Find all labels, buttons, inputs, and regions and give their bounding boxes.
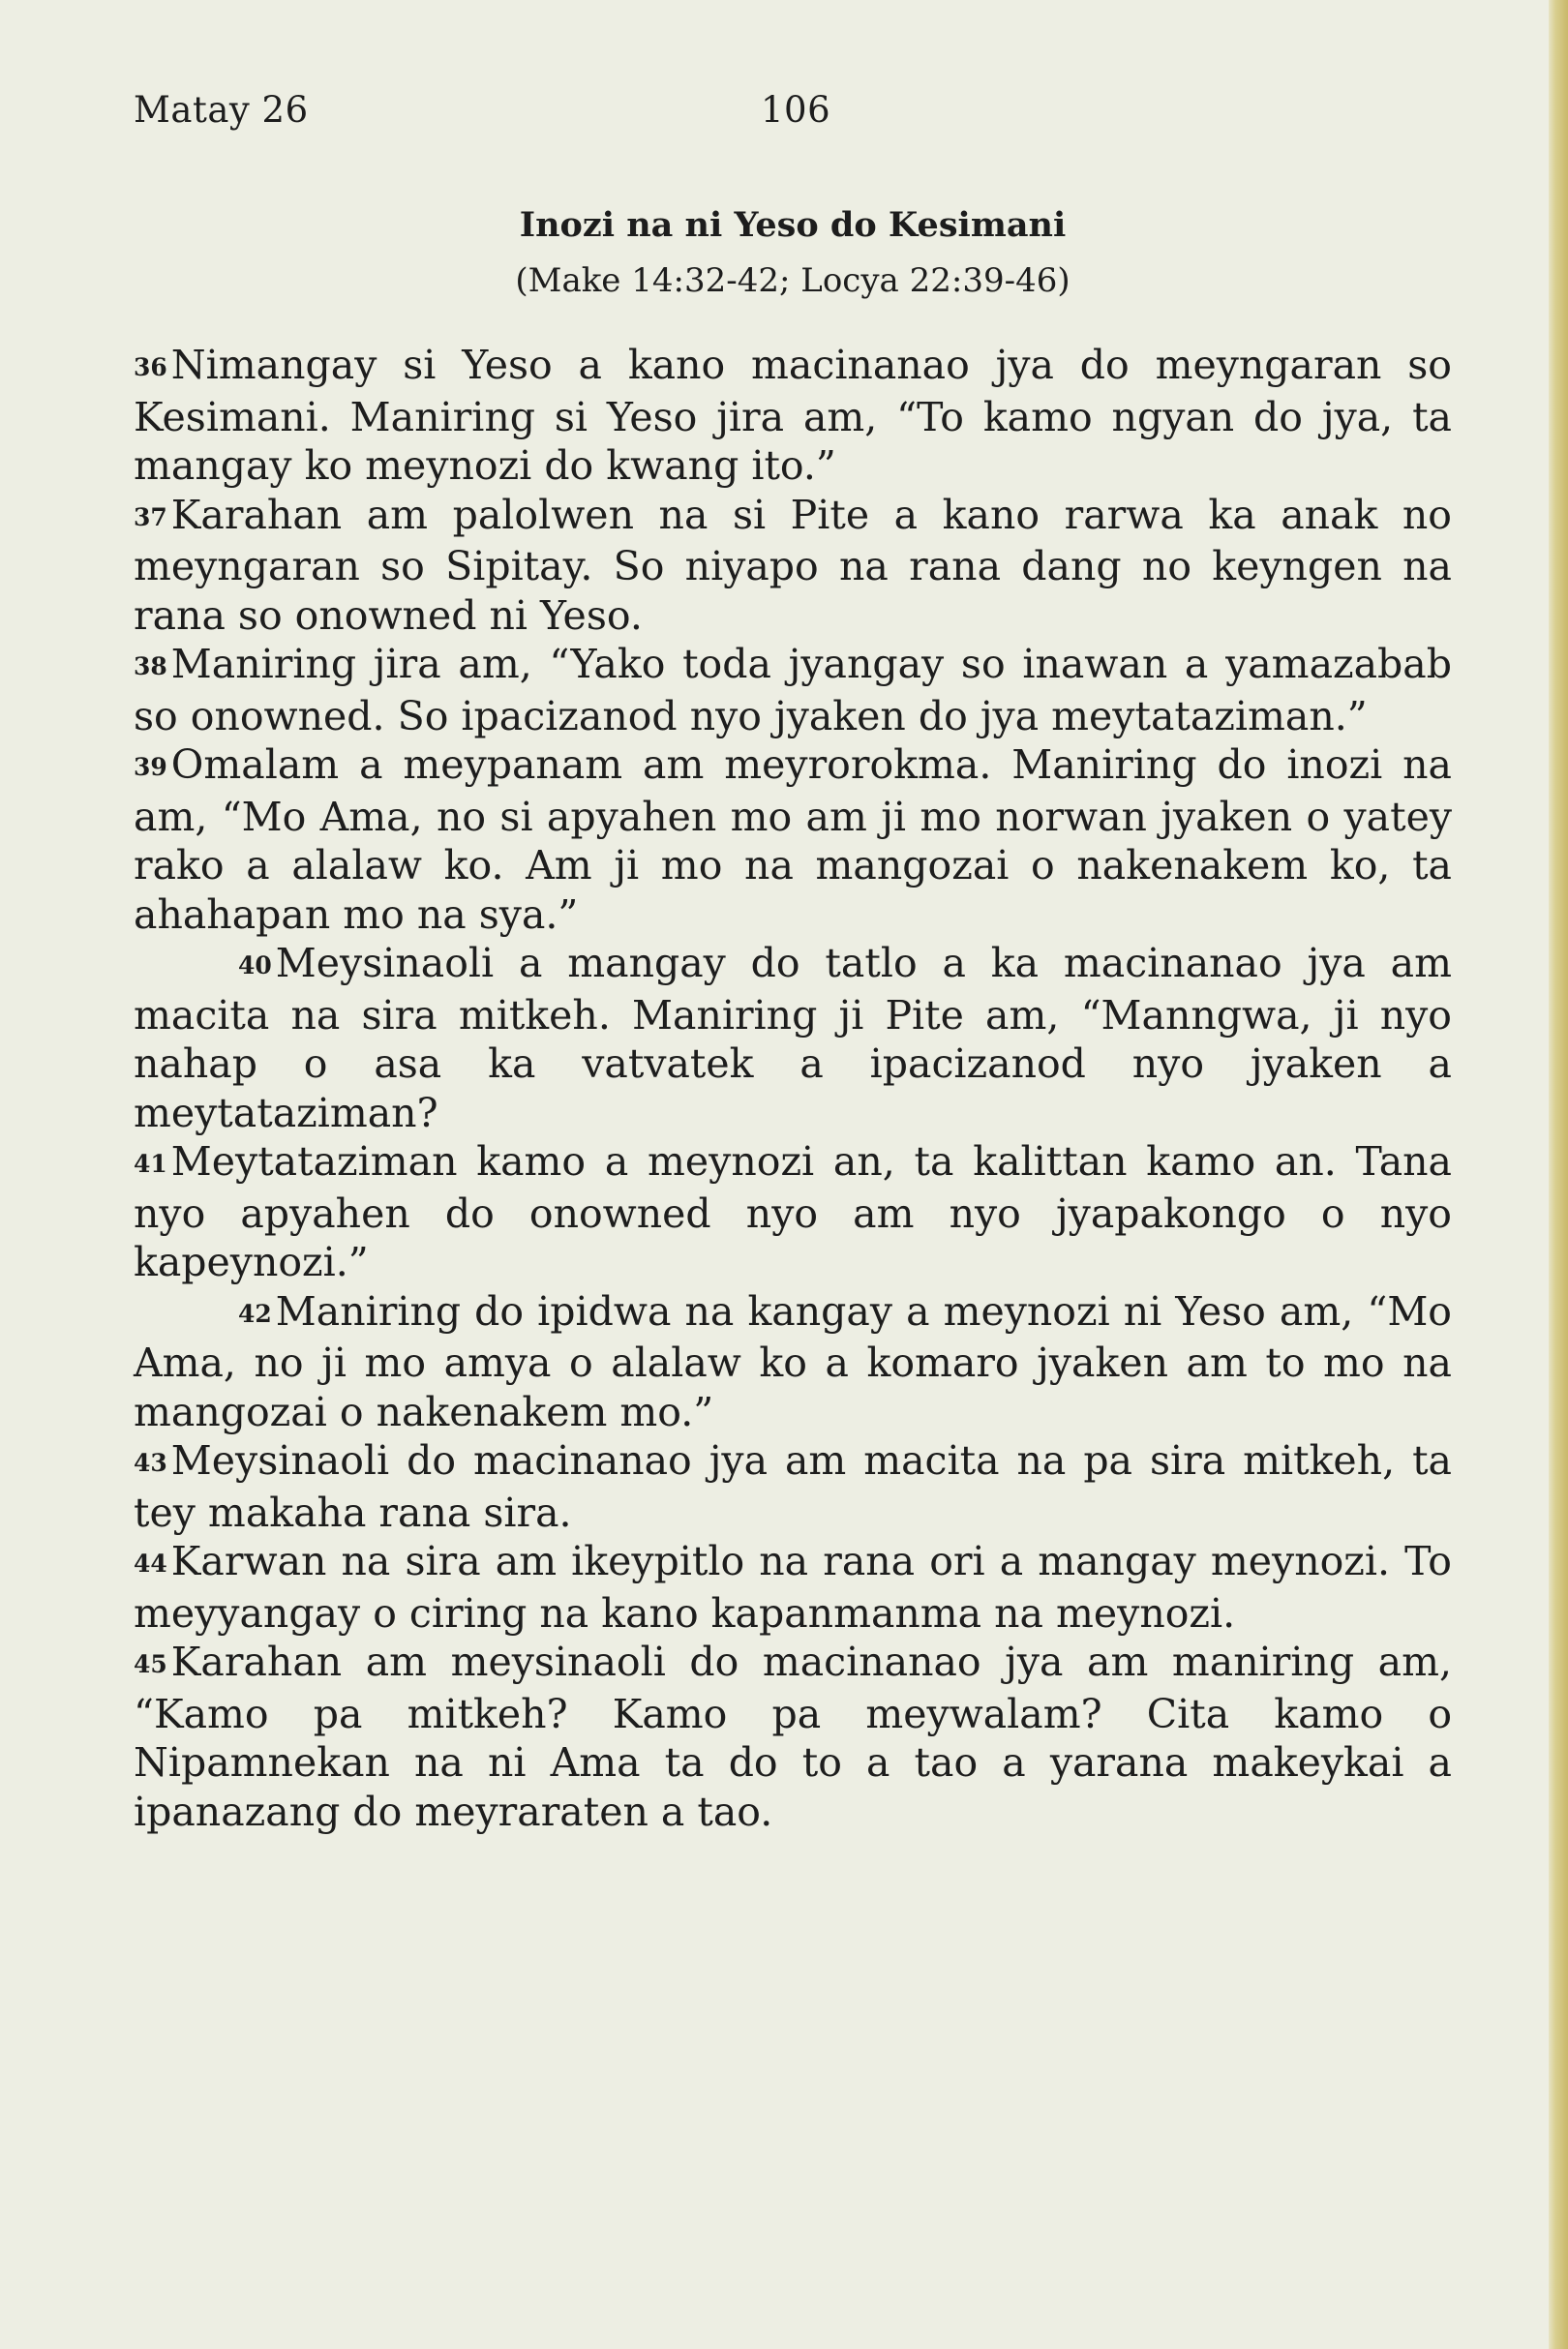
verse-38 <box>134 640 1452 740</box>
verse-36 <box>134 341 1452 491</box>
verse-text: Meysinaoli do macinanao jya am macita na pa sira mitkeh, ta tey makaha rana sira. <box>134 1437 1452 1536</box>
verse-text: Maniring jira am, “Yako toda jyangay so inawan a yamazabab so onowned. So ipacizanod nyo jyaken do jya meytataziman.” <box>134 641 1452 739</box>
verse-text: Nimangay si Yeso a kano macinanao jya do meyngaran so Kesimani. Maniring si Yeso jira am, “To kamo ngyan do jya, ta mangay ko meynozi do kwang ito.” <box>134 342 1452 489</box>
verse-37 <box>134 491 1452 641</box>
verse-text: Karwan na sira am ikeypitlo na rana ori a mangay meynozi. To meyyangay o ciring na kano kapanmanma na meynozi. <box>134 1538 1452 1637</box>
verse-number: 38 <box>134 652 167 680</box>
verse-number: 39 <box>134 753 167 781</box>
verse-42 <box>134 1287 1452 1437</box>
verse-number: 36 <box>134 353 167 381</box>
verse-number: 43 <box>134 1449 167 1477</box>
verse-40 <box>134 939 1452 1137</box>
verse-44 <box>134 1537 1452 1638</box>
running-title: Matay 26 <box>134 89 309 131</box>
verse-number: 44 <box>134 1550 167 1578</box>
verse-number: 42 <box>238 1299 272 1328</box>
verse-text: Meysinaoli a mangay do tatlo a ka macinanao jya am macita na sira mitkeh. Maniring ji Pite am, “Manngwa, ji nyo nahap o asa ka vatvatek a ipacizanod nyo jyaken a meytataziman? <box>134 940 1452 1136</box>
verse-number: 45 <box>134 1650 167 1678</box>
verse-list <box>134 341 1452 1836</box>
verse-number: 37 <box>134 502 167 531</box>
verse-45 <box>134 1638 1452 1836</box>
page-number: 106 <box>761 89 831 131</box>
verse-text: Karahan am palolwen na si Pite a kano rarwa ka anak no meyngaran so Sipitay. So niyapo na rana dang no keyngen na rana so onowned ni Yeso. <box>134 491 1452 639</box>
verse-number: 40 <box>238 951 272 979</box>
page-edge <box>1549 0 1568 2349</box>
verse-41 <box>134 1137 1452 1287</box>
verse-text: Maniring do ipidwa na kangay a meynozi ni Yeso am, “Mo Ama, no ji mo amya o alalaw ko a komaro jyaken am to mo na mangozai o nakenakem mo.” <box>134 1287 1452 1435</box>
page-header <box>134 89 1431 137</box>
verse-text: Omalam a meypanam am meyrorokma. Maniring do inozi na am, “Mo Ama, no si apyahen mo am ji mo norwan jyaken o yatey rako a alalaw ko. Am ji mo na mangozai o nakenakem ko, ta ahahapan mo na sya.” <box>134 741 1452 938</box>
cross-reference: (Make 14:32-42; Locya 22:39-46) <box>515 261 1070 300</box>
verse-text: Meytataziman kamo a meynozi an, ta kalittan kamo an. Tana nyo apyahen do onowned nyo am nyo jyapakongo o nyo kapeynozi.” <box>134 1138 1452 1285</box>
verse-39 <box>134 740 1452 939</box>
section-heading: Inozi na ni Yeso do Kesimani <box>519 205 1067 245</box>
verse-number: 41 <box>134 1150 167 1178</box>
verse-text: Karahan am meysinaoli do macinanao jya am maniring am, “Kamo pa mitkeh? Kamo pa meywalam? Cita kamo o Nipamnekan na ni Ama ta do to a tao a yarana makeykai a ipanazang do meyraraten a tao. <box>134 1639 1452 1835</box>
verse-43 <box>134 1436 1452 1537</box>
